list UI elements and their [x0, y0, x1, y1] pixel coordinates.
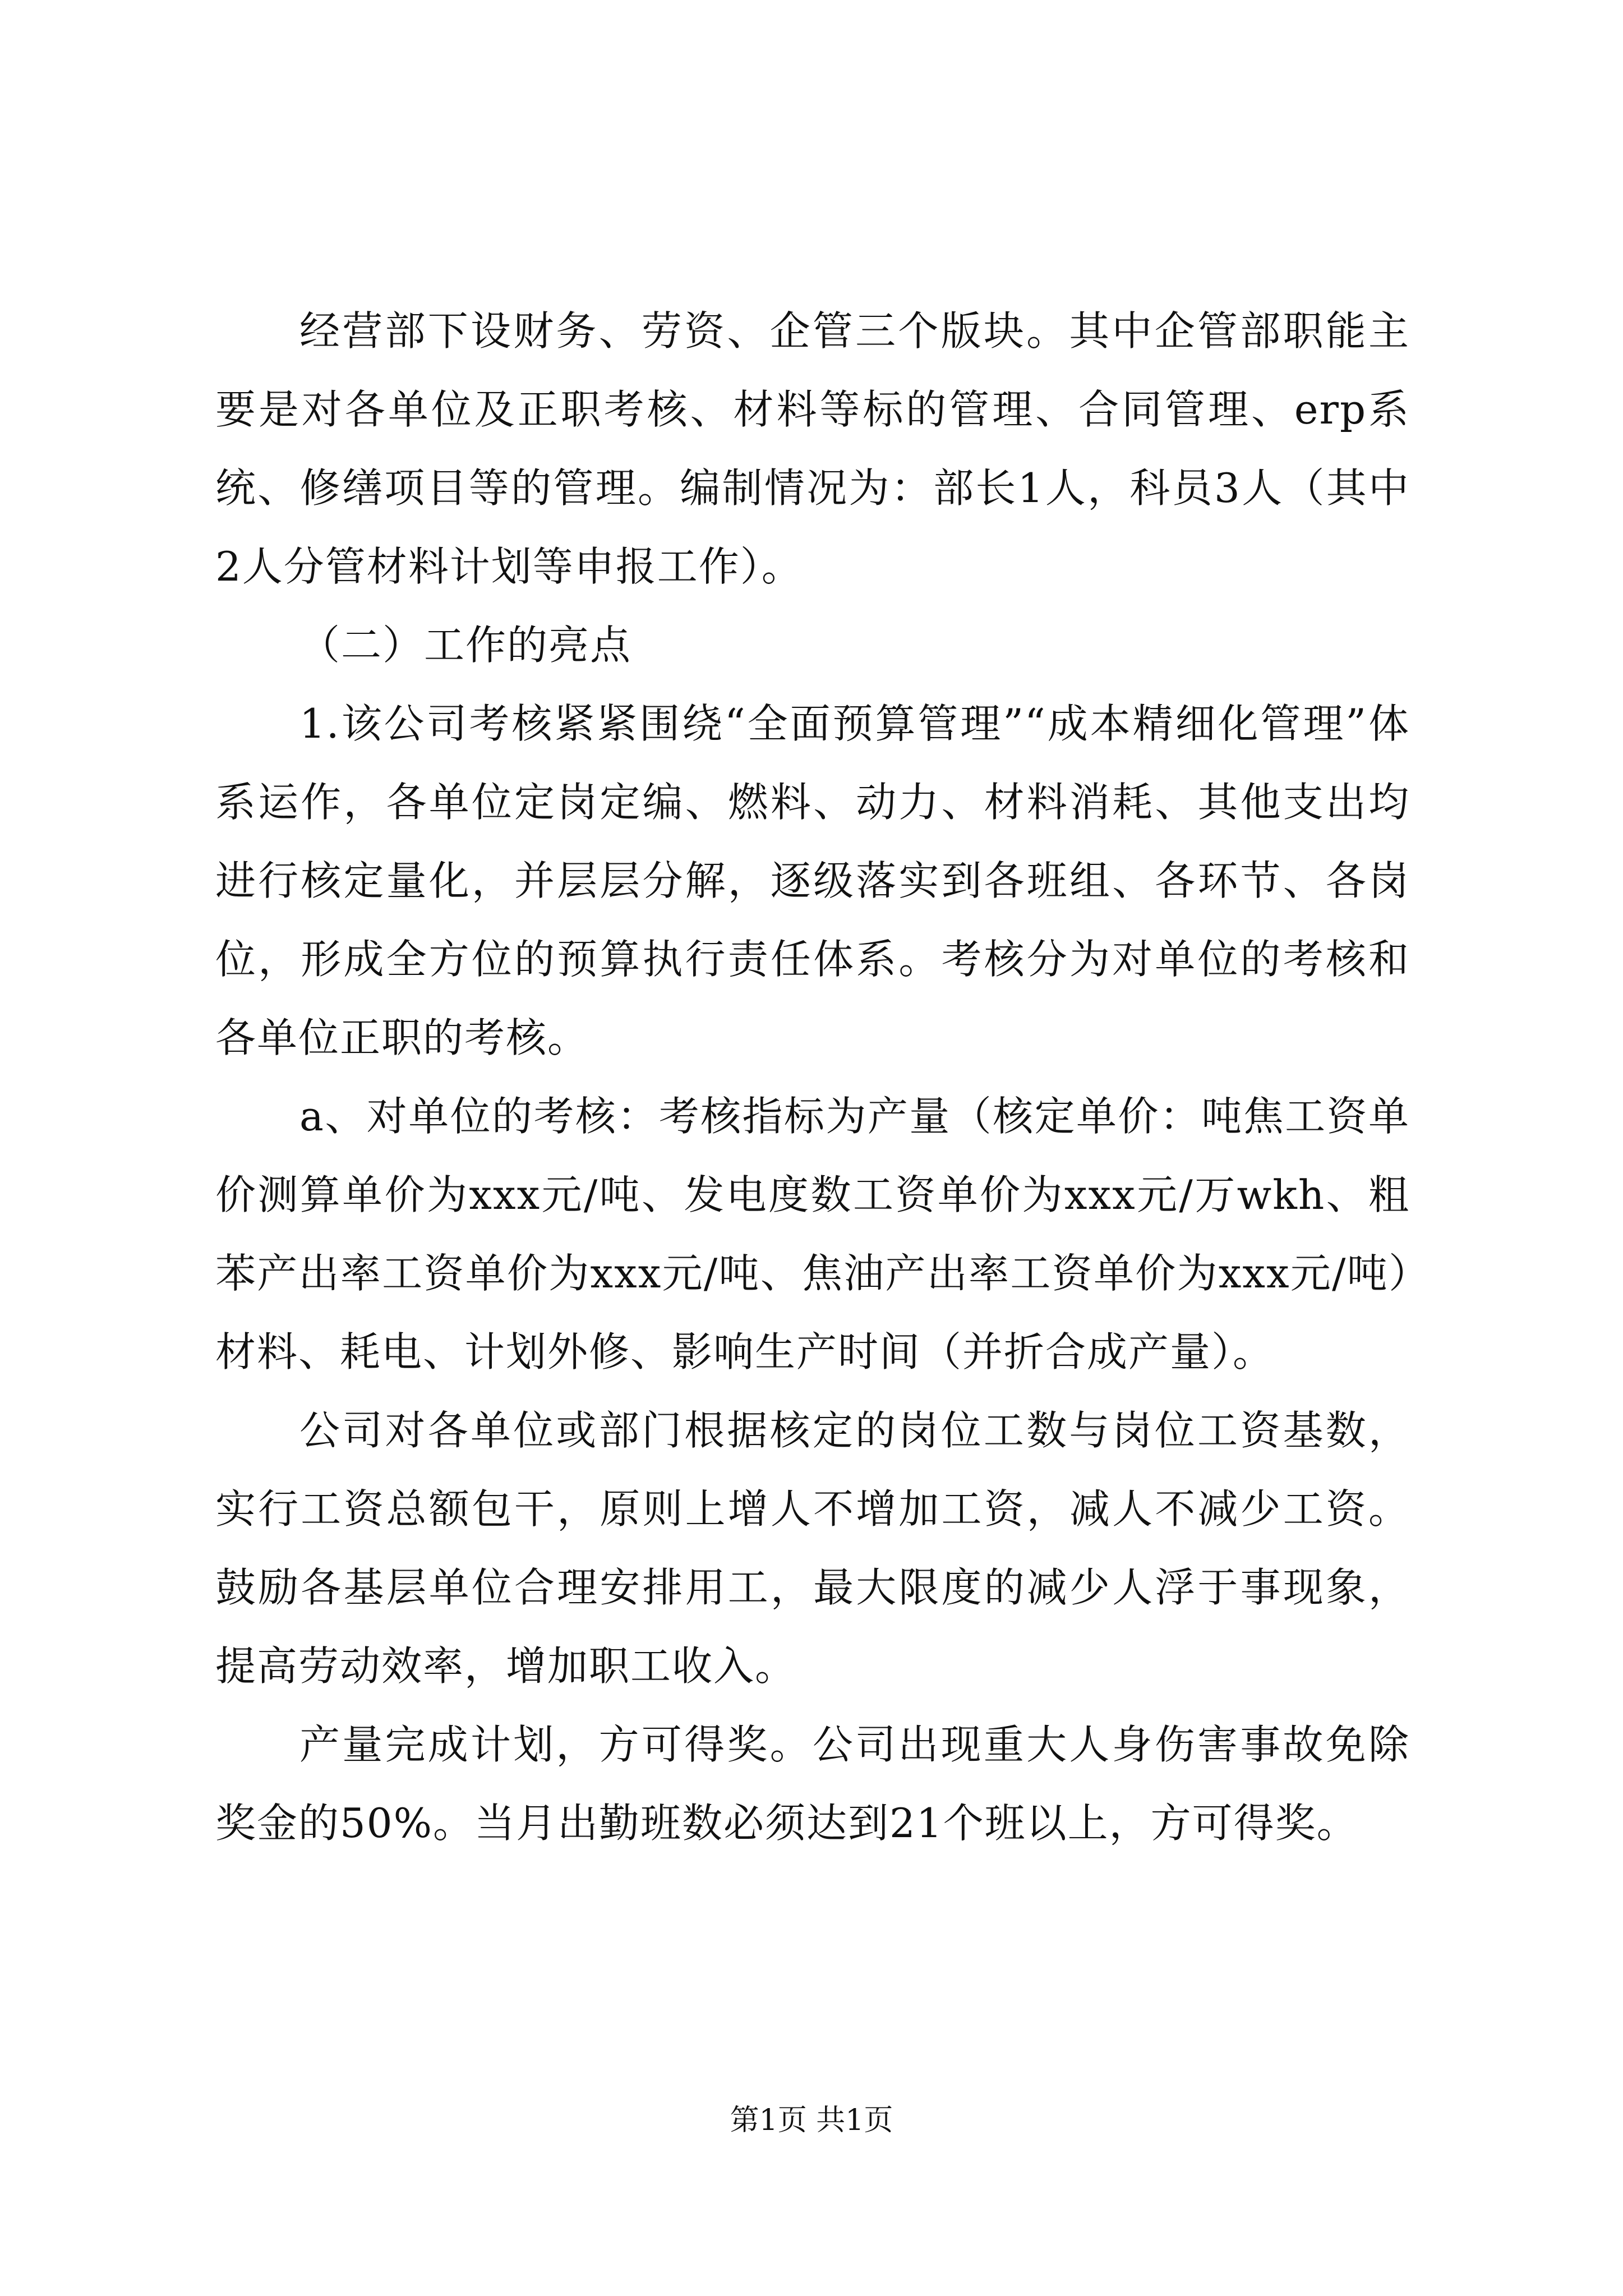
paragraph-assessment-system: 1.该公司考核紧紧围绕“全面预算管理”“成本精细化管理”体系运作，各单位定岗定编、燃料、动力、材料消耗、其他支出均进行核定量化，并层层分解，逐级落实到各班组、各环节、各岗位，形成全方位的预算执行责任体系。考核分为对单位的考核和各单位正职的考核。 [215, 700, 1410, 1061]
section-heading-highlights: （二）工作的亮点 [299, 622, 632, 669]
page-footer: 第1页 共1页 [730, 2104, 893, 2137]
document-body [215, 292, 1410, 1862]
paragraph-wage-package: 公司对各单位或部门根据核定的岗位工数与岗位工资基数，实行工资总额包干，原则上增人不增加工资，减人不减少工资。鼓励各基层单位合理安排用工，最大限度的减少人浮于事现象，提高劳动效率，增加职工收入。 [215, 1407, 1410, 1690]
paragraph-department-overview: 经营部下设财务、劳资、企管三个版块。其中企管部职能主要是对各单位及正职考核、材料等标的管理、合同管理、erp系统、修缮项目等的管理。编制情况为：部长1人，科员3人（其中2人分管材料计划等申报工作）。 [215, 307, 1410, 590]
paragraph-unit-assessment: a、对单位的考核：考核指标为产量（核定单价：吨焦工资单价测算单价为xxx元/吨、发电度数工资单价为xxx元/万wkh、粗苯产出率工资单价为xxx元/吨、焦油产出率工资单价为xxx元/吨）材料、耗电、计划外修、影响生产时间（并折合成产量）。 [215, 1093, 1410, 1375]
paragraph-bonus-conditions: 产量完成计划，方可得奖。公司出现重大人身伤害事故免除奖金的50%。当月出勤班数必须达到21个班以上，方可得奖。 [215, 1721, 1410, 1847]
